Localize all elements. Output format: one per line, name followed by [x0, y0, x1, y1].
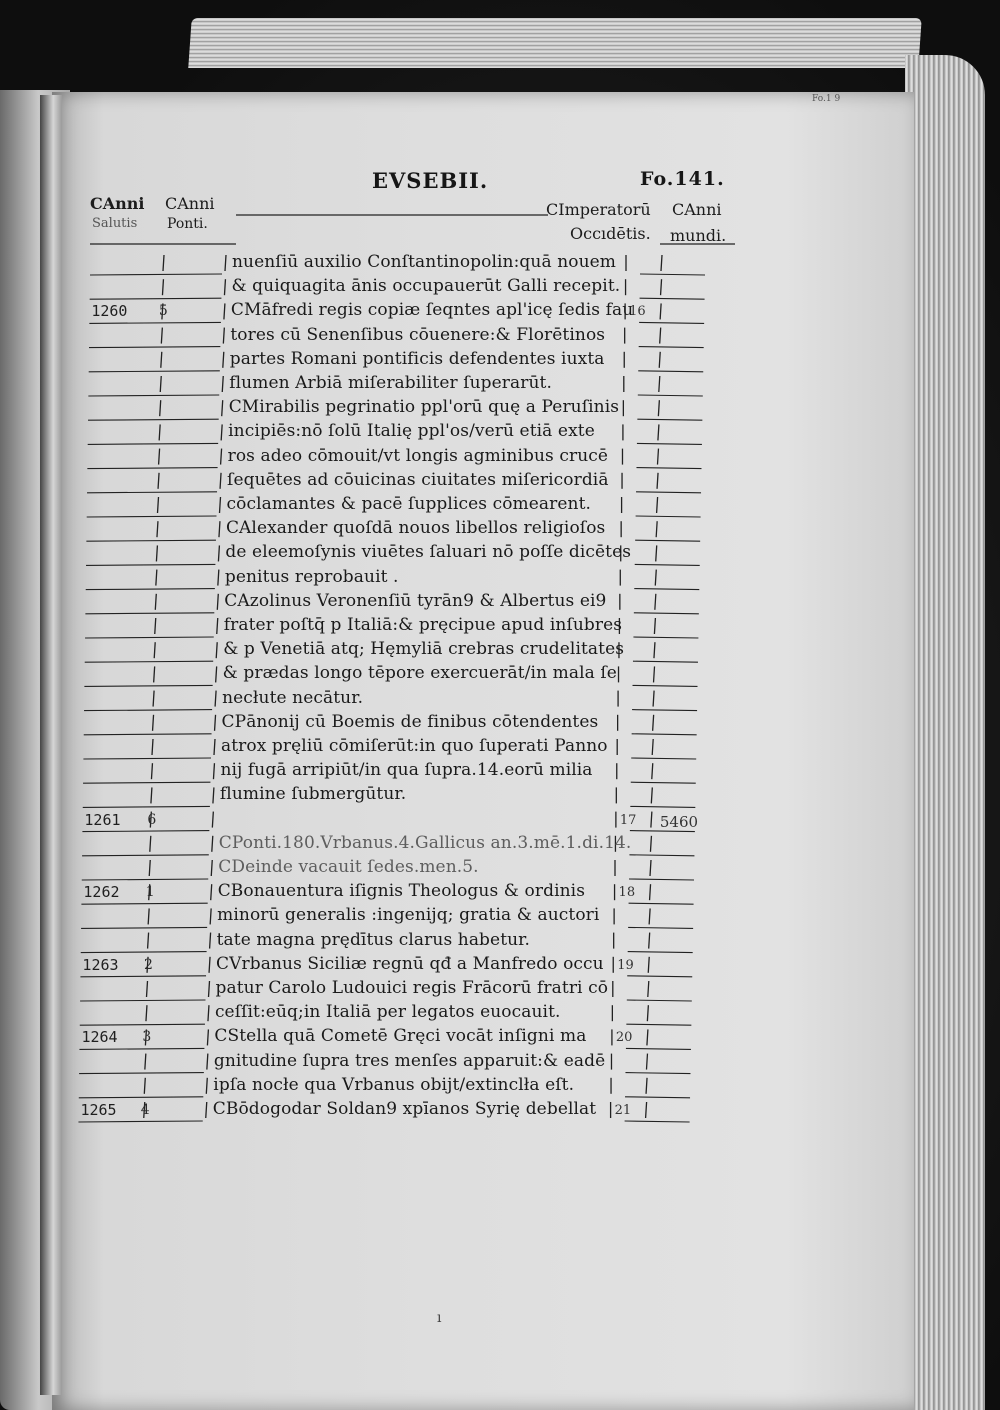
- anni-salutis-heading-2: Salutis: [92, 216, 138, 231]
- table-row: penitus reprobauit .: [224, 566, 399, 587]
- table-row: & prædas longo tēpore exercuerāt/in mala ſe: [222, 663, 617, 684]
- table-row: ceſſit:eūq;in Italiā per legatos euocauit.: [214, 1002, 561, 1023]
- table-row: CMāfredi regis copiæ ſeqntes apl'icę ſedis fau: [230, 300, 634, 321]
- imperatorum-value: 21: [614, 1103, 632, 1118]
- table-row: cōclamantes & pacē ſupplices cōmearent.: [226, 494, 592, 514]
- table-row: CBonauentura iſignis Theologus & ordinis: [217, 881, 586, 902]
- table-row: minorū generalis :ingenijq; gratia & auctori: [217, 905, 600, 926]
- folio-number: Fo.141.: [640, 168, 725, 190]
- anni-mundi-heading-2: mundi.: [670, 226, 727, 245]
- anni-ponti-value: 5: [158, 303, 168, 320]
- imperatorum-value: 18: [618, 885, 636, 901]
- bottom-mark: ı: [437, 1310, 442, 1326]
- imperatorum-value: 17: [619, 812, 637, 828]
- anni-ponti-value: 6: [147, 811, 157, 828]
- anni-mundi-heading-1: CAnni: [672, 200, 722, 219]
- table-row: tate magna prędītus clarus habetur.: [216, 929, 531, 950]
- table-row: flumen Arbiā miſerabiliter ſuperarūt.: [229, 373, 552, 393]
- right-page-edges: [905, 55, 985, 1410]
- table-row: CVrbanus Siciliæ regnū qđ a Manfredo occu: [216, 953, 604, 974]
- table-row: CMirabilis pegrinatio ppl'orū quę a Peruſinis: [228, 397, 620, 418]
- table-row: flumine ſubmergūtur.: [219, 784, 407, 805]
- imperatorum-heading-1: CImperatorū: [546, 200, 651, 219]
- imperatorum-value: 19: [617, 957, 634, 973]
- anni-ponti-heading-1: CAnni: [165, 194, 215, 213]
- anni-salutis-value: 1264: [81, 1028, 118, 1047]
- table-row: CBōdogodar Soldan9 xpīanos Syrię debellat: [212, 1099, 597, 1119]
- table-row: gnitudine ſupra tres menſes apparuit:& eadē: [213, 1050, 606, 1071]
- table-row: & p Venetiā atq; Hęmyliā crebras crudelitates: [223, 639, 625, 660]
- table-row: ros adeo cōmouit/vt longis agminibus crucē: [227, 445, 609, 466]
- signature-mark: Fo.1 9: [812, 94, 841, 104]
- table-row: incipiēs:nō ſolū Italię ppl'os/verū etiā exte: [228, 421, 595, 442]
- table-row: & quiquagita ānis occupauerūt Galli recepit.: [231, 276, 621, 297]
- table-row: ipſa nocłe qua Vrbanus obijt/extinclła eſt.: [213, 1074, 575, 1095]
- table-row: de eleemoſynis viuētes ſaluari nō poſſe dicētes: [225, 542, 632, 563]
- anni-ponti-value: 1: [145, 884, 155, 901]
- anni-salutis-value: 1261: [84, 810, 121, 829]
- table-row: patur Carolo Ludouici regis Frācorū fratri cō: [215, 978, 609, 998]
- imperatorum-value: 16: [629, 304, 646, 320]
- table-row: necłute necātur.: [222, 687, 364, 708]
- table-row: CAlexander quoſdā nouos libellos religioſos: [225, 518, 606, 539]
- table-row: atrox pręliū cōmiſerūt:in quo ſuperati Panno: [221, 736, 608, 756]
- anni-salutis-value: 1265: [80, 1101, 117, 1119]
- table-row: CDeinde vacauit ſedes.men.5.: [218, 857, 479, 877]
- top-page-edges: [188, 18, 921, 68]
- anni-salutis-value: 1262: [83, 883, 120, 902]
- anni-mundi-value: 5460: [659, 812, 699, 831]
- table-row: CPonti.180.Vrbanus.4.Gallicus an.3.mē.1.di.14.: [218, 832, 632, 853]
- book-spine: [40, 95, 62, 1395]
- anni-ponti-value: 4: [140, 1102, 150, 1118]
- table-row: CStella quā Cometē Gręci vocāt inſigni ma: [214, 1026, 587, 1047]
- table-row: tores cū Senenſibus cōuenere:& Florētinos: [230, 324, 606, 345]
- table-row: nij fugā arripiūt/in qua ſupra.14.eorū milia: [220, 760, 593, 781]
- imperatorum-heading-2: Occıdētis.: [570, 224, 651, 243]
- anni-ponti-value: 2: [144, 956, 153, 973]
- table-row: nuenſiū auxilio Conſtantinopolin:quā nouem: [232, 252, 617, 272]
- anni-salutis-heading-1: CAnni: [90, 194, 145, 213]
- running-title: EVSEBII.: [372, 168, 489, 193]
- imperatorum-value: 20: [615, 1030, 633, 1046]
- anni-salutis-value: 1260: [91, 302, 128, 321]
- table-row: ſequētes ad cōuicinas ciuitates miſericordiā: [227, 469, 609, 490]
- table-row: partes Romani pontificis defendentes iuxta: [229, 348, 605, 369]
- anni-ponti-heading-2: Ponti.: [167, 216, 208, 232]
- table-row: CAzolinus Veronenſiū tyrān9 & Albertus ei9: [224, 590, 607, 611]
- anni-salutis-value: 1263: [82, 955, 119, 974]
- table-row: CPānonij cū Boemis de finibus cōtendentes: [221, 711, 599, 732]
- anni-ponti-value: 3: [142, 1029, 152, 1046]
- table-row: frater poſtq̄ p Italiā:& pręcipue apud inſubres: [223, 615, 623, 635]
